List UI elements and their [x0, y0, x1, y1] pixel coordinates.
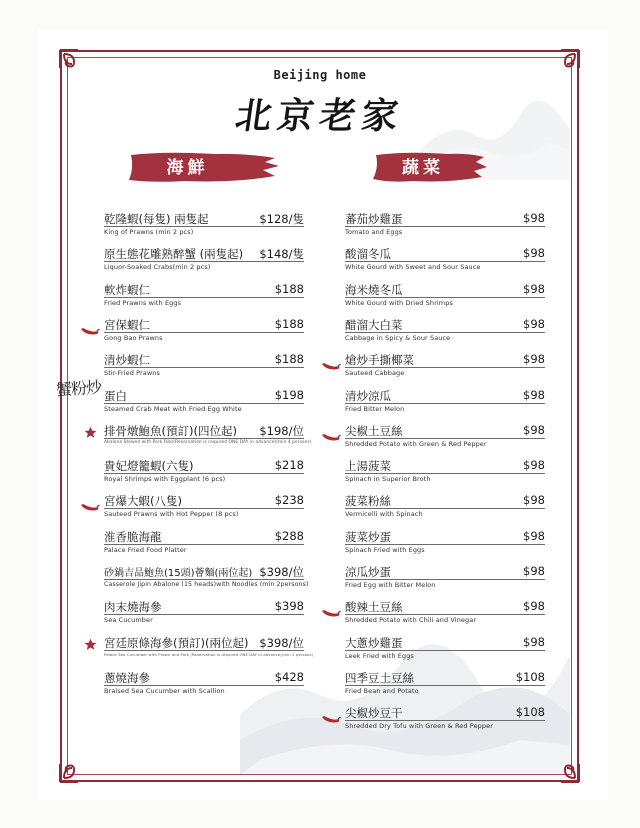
menu-item-price: $98 [523, 528, 545, 543]
menu-item-english-name: Shredded Dry Tofu with Green & Red Pepper [345, 722, 493, 731]
menu-item-price: $98 [523, 281, 545, 296]
corner-ornament-icon [547, 750, 581, 784]
menu-item-divider [345, 579, 545, 580]
menu-item [345, 493, 545, 521]
menu-item-price: $98 [523, 352, 545, 367]
menu-item-price: $98 [523, 564, 545, 578]
chili-pepper-icon [321, 428, 341, 447]
menu-item-price: $98 [523, 211, 545, 225]
section-title: 蔬菜 [402, 158, 444, 178]
menu-item-divider [104, 544, 304, 545]
menu-item-divider [104, 332, 304, 333]
menu-item-divider [345, 650, 545, 651]
menu-item-english-name: Sea Cucumber [104, 616, 153, 625]
menu-item-divider [345, 685, 545, 686]
menu-item-name: 宮爆大蝦(八隻) [104, 494, 182, 509]
menu-item-divider [104, 226, 304, 227]
menu-item-price: $428 [274, 669, 304, 684]
menu-item-price: $398 [274, 599, 304, 614]
menu-item-price: $148/隻 [259, 247, 304, 262]
star-icon [84, 636, 97, 655]
menu-item-name: 尖椒土豆絲 [345, 423, 403, 438]
menu-item [345, 670, 545, 698]
menu-item-name: 菠菜粉絲 [345, 494, 391, 509]
menu-item-english-name: Spinach in Superior Broth [345, 475, 431, 484]
menu-item-divider [345, 367, 545, 368]
section-banner-seafood [125, 150, 280, 186]
menu-item-english-name: Royal Shrimps with Eggplant (6 pcs) [104, 475, 226, 484]
menu-item-price: $98 [523, 246, 545, 261]
menu-item-english-name: Leek Fried with Eggs [345, 651, 414, 660]
menu-item-english-name: Cabbage in Spicy & Sour Sauce [345, 333, 451, 342]
menu-item [345, 564, 545, 592]
menu-item-english-name: Sauteed Prawns with Hot Pepper (8 pcs) [104, 510, 239, 519]
menu-item-price: $398/位 [259, 565, 304, 579]
menu-item-name: 四季豆土豆絲 [345, 670, 414, 685]
menu-item-english-name: Palace Fried Food Platter [104, 545, 187, 554]
menu-item-name: 貴妃燈籠蝦(六隻) [104, 459, 194, 474]
menu-item-price: $188 [274, 352, 304, 367]
menu-item-name: 宮保蝦仁 [104, 317, 150, 332]
menu-item-english-name: Tomato and Eggs [345, 228, 403, 236]
menu-item-english-name: Palace Sea Cucumber with Prawn and Pork (Reservation is required ONE DAY in advance)(min 2 persons) [104, 651, 314, 657]
menu-item-divider [345, 226, 545, 227]
menu-item-price: $98 [523, 422, 545, 437]
menu-item-price: $108 [515, 669, 545, 684]
menu-item [104, 529, 304, 557]
menu-item-english-name: Steamed Crab Meat with Fried Egg White [104, 404, 242, 413]
chili-pepper-icon [80, 498, 100, 517]
menu-item-english-name: Spinach Fried with Eggs [345, 545, 425, 554]
menu-item-divider [104, 650, 304, 651]
menu-item-english-name: White Gourd with Dried Shrimps [345, 298, 453, 307]
menu-item-price: $198/位 [259, 423, 304, 438]
menu-item-english-name: Shredded Potato with Chili and Vinegar [345, 616, 477, 625]
menu-item-english-name: Shredded Potato with Green & Red Pepper [345, 439, 487, 448]
menu-item-price: $188 [274, 281, 304, 296]
menu-item-name: 原生態花雕熟醉蟹 (兩隻起) [104, 247, 244, 262]
menu-item-name: 熗炒手撕椰菜 [345, 353, 414, 368]
menu-item [104, 564, 309, 592]
menu-item-name: 肉末燒海參 [104, 600, 162, 615]
section-banner-vegetables [368, 150, 488, 186]
menu-item-price: $98 [523, 599, 545, 614]
menu-item [104, 246, 304, 274]
menu-item [345, 388, 545, 416]
menu-item [104, 458, 304, 486]
menu-item [345, 246, 545, 274]
chili-pepper-icon [80, 322, 100, 341]
menu-item-name: 乾隆蝦(每隻) 兩隻起 [104, 212, 209, 226]
section-title: 海鮮 [166, 158, 209, 178]
menu-item-divider [104, 403, 304, 404]
chili-pepper-icon [321, 357, 341, 376]
menu-item-english-name: Casserole Jipin Abalone (15 heads)with Noodles (min 2persons) [104, 581, 309, 588]
menu-item [345, 282, 545, 310]
menu-item [345, 317, 545, 345]
menu-item-name: 蔥燒海參 [104, 670, 150, 685]
menu-item-divider [104, 367, 304, 368]
menu-item-price: $218 [274, 458, 304, 473]
menu-item-name: 尖椒炒豆干 [345, 706, 403, 721]
menu-item-english-name: Liquor-Soaked Crabs(min 2 pcs) [104, 263, 211, 272]
menu-item [345, 458, 545, 486]
menu-item [104, 670, 304, 698]
menu-item-english-name: Sauteed Cabbage [345, 369, 405, 378]
menu-item [104, 635, 314, 663]
menu-item-divider [104, 438, 304, 439]
menu-item-price: $108 [515, 705, 545, 720]
menu-item [104, 282, 304, 310]
menu-item [345, 705, 545, 733]
menu-item-divider [345, 438, 545, 439]
menu-item-divider [345, 261, 545, 262]
menu-item-divider [345, 403, 545, 404]
restaurant-name-en: Beijing home [273, 68, 367, 82]
menu-item-english-name: Braised Sea Cucumber with Scallion [104, 686, 225, 695]
menu-item-price: $128/隻 [259, 212, 304, 226]
menu-item-divider [104, 473, 304, 474]
handwritten-note: 蟹粉炒 [55, 377, 102, 400]
menu-item-price: $398/位 [259, 635, 304, 650]
menu-item-divider [104, 579, 304, 580]
menu-item-name: 宮廷原條海參(預訂)(兩位起) [104, 635, 249, 650]
menu-item-divider [345, 297, 545, 298]
menu-item-name: 上湯菠菜 [345, 459, 391, 474]
menu-item-name: 清炒涼瓜 [345, 388, 391, 403]
menu-item-name: 蕃茄炒雞蛋 [345, 212, 403, 226]
menu-item-divider [345, 473, 545, 474]
menu-item-price: $98 [523, 458, 545, 473]
menu-item-english-name: Vermicelli with Spinach [345, 510, 423, 519]
menu-item-price: $288 [274, 528, 304, 543]
menu-item [345, 211, 545, 239]
menu-item-price: $98 [523, 634, 545, 649]
chili-pepper-icon [321, 710, 341, 729]
menu-item-divider [345, 332, 545, 333]
menu-item-english-name: Gong Bao Prawns [104, 333, 163, 342]
menu-item-divider [104, 508, 304, 509]
menu-item-name: 排骨燉鮑魚(預訂)(四位起) [104, 423, 237, 438]
menu-item [345, 352, 545, 380]
menu-item-price: $238 [274, 493, 304, 508]
menu-item [104, 388, 304, 416]
menu-item-name: 酸辣土豆絲 [345, 600, 403, 615]
menu-item-name: 醋溜大白菜 [345, 317, 403, 332]
menu-item-english-name: King of Prawns (min 2 pcs) [104, 228, 194, 236]
menu-item-name: 砂鍋吉品鮑魚(15頭)薈麵(兩位起) [104, 568, 253, 579]
menu-item-divider [345, 544, 545, 545]
menu-item-divider [104, 261, 304, 262]
menu-item-english-name: White Gourd with Sweet and Sour Sauce [345, 263, 481, 272]
menu-item [104, 317, 304, 345]
menu-item-divider [345, 720, 545, 721]
menu-item-price: $198 [274, 387, 304, 402]
menu-item [345, 635, 545, 663]
menu-item-divider [345, 508, 545, 509]
menu-item-english-name: Fried Egg with Bitter Melon [345, 581, 436, 589]
menu-item [104, 423, 312, 451]
menu-item-divider [104, 297, 304, 298]
menu-item [104, 599, 304, 627]
corner-ornament-icon [58, 750, 92, 784]
menu-item [104, 352, 304, 380]
menu-item-name: 涼瓜炒蛋 [345, 565, 391, 579]
menu-item-english-name: Fried Bean and Potato [345, 686, 419, 695]
menu-item-name: 菠菜炒蛋 [345, 529, 391, 544]
menu-item-divider [104, 614, 304, 615]
restaurant-name-cn: 北京老家 [232, 95, 407, 137]
menu-item-name: 大蔥炒雞蛋 [345, 635, 403, 650]
menu-item-english-name: Stir-Fried Prawns [104, 369, 161, 378]
star-icon [84, 424, 97, 443]
menu-item-english-name: Abalone Stewed with Pork Ribs(Reservation is required ONE DAY in advance)(min 4 persons) [104, 439, 312, 445]
menu-item-divider [345, 614, 545, 615]
menu-item-price: $98 [523, 316, 545, 331]
menu-item-name: 淮香脆海龍 [104, 529, 162, 544]
menu-item-price: $188 [274, 316, 304, 331]
menu-item-price: $98 [523, 493, 545, 508]
menu-item-name: 酸溜冬瓜 [345, 247, 391, 262]
menu-item-divider [104, 685, 304, 686]
menu-item [104, 493, 304, 521]
menu-item [345, 423, 545, 451]
menu-item-name: 清炒蝦仁 [104, 353, 150, 368]
chili-pepper-icon [321, 604, 341, 623]
menu-item-english-name: Fried Bitter Melon [345, 404, 405, 413]
menu-item-name: 蛋白 [104, 388, 127, 403]
menu-item-name: 海米燒冬瓜 [345, 282, 403, 297]
menu-item [345, 599, 545, 627]
menu-item-english-name: Fried Prawns with Eggs [104, 298, 182, 307]
menu-item-price: $98 [523, 387, 545, 402]
menu-item-name: 軟炸蝦仁 [104, 282, 150, 297]
menu-item [104, 211, 304, 239]
menu-item [345, 529, 545, 557]
